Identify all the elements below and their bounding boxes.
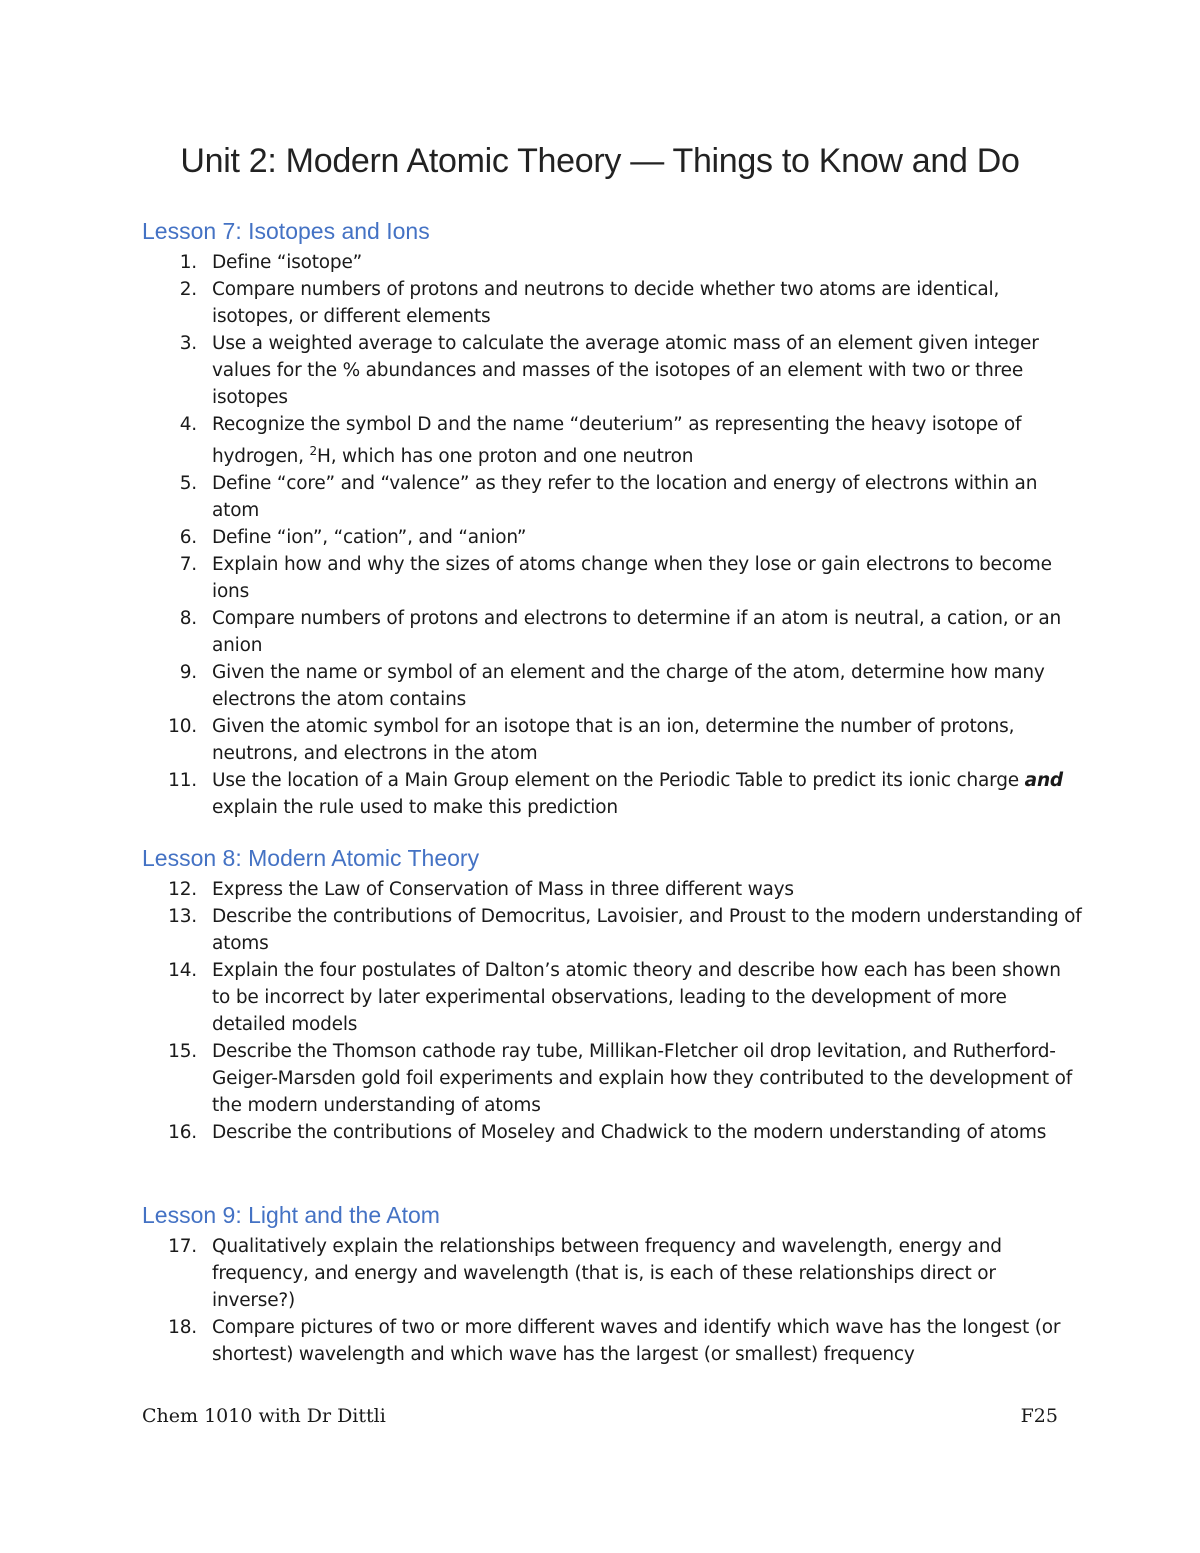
item-number: 10.	[168, 716, 197, 738]
item-text: Define “isotope”	[212, 252, 363, 273]
footer-term: F25	[1020, 1405, 1058, 1427]
lesson-heading: Lesson 9: Light and the Atom	[142, 1202, 440, 1228]
item-text-part: explain the rule used to make this prediction	[212, 797, 618, 819]
list-item	[142, 1038, 1082, 1119]
item-number: 7.	[179, 554, 197, 576]
item-text: Explain the four postulates of Dalton’s atomic theory and describe how each has been shown to be incorrect by later experimental observations, leading to the development of more detailed models	[212, 960, 1061, 1035]
item-number: 17.	[168, 1236, 197, 1257]
list-item	[142, 330, 1082, 411]
item-text: Explain how and why the sizes of atoms change when they lose or gain electrons to become ions	[212, 554, 1052, 603]
item-number: 11.	[168, 770, 197, 792]
item-number: 4.	[179, 414, 197, 435]
list-item	[142, 551, 1082, 605]
footer-course-name: Chem 1010 with Dr Dittli	[142, 1405, 386, 1427]
list-item	[142, 659, 1082, 713]
item-number: 16.	[168, 1122, 197, 1143]
page-title: Unit 2: Modern Atomic Theory — Things to Know and Do	[180, 142, 1020, 180]
item-number: 15.	[168, 1041, 197, 1062]
item-number: 8.	[179, 608, 197, 630]
list-item	[142, 524, 1082, 551]
emphasis-text: and	[1024, 770, 1063, 792]
item-text: Describe the contributions of Democritus, Lavoisier, and Proust to the modern understanding of atoms	[212, 906, 1082, 954]
item-text-part: Use the location of a Main Group element on the Periodic Table to predict its ionic charge	[212, 770, 1025, 792]
item-number: 9.	[179, 662, 197, 684]
item-text: Given the name or symbol of an element and the charge of the atom, determine how many electrons the atom contains	[212, 662, 1045, 711]
objective-list	[142, 876, 1082, 1146]
list-item	[142, 957, 1082, 1038]
item-text: Qualitatively explain the relationships between frequency and wavelength, energy and frequency, and energy and wavelength (that is, is each of these relationships direct or inverse?)	[212, 1236, 1002, 1311]
item-text: Define “ion”, “cation”, and “anion”	[212, 527, 527, 549]
item-text: Describe the contributions of Moseley and Chadwick to the modern understanding of atoms	[212, 1122, 1047, 1143]
item-text: Compare numbers of protons and neutrons to decide whether two atoms are identical, isotopes, or different elements	[212, 279, 1000, 327]
lesson-heading: Lesson 7: Isotopes and Ions	[142, 218, 430, 244]
item-text: Define “core” and “valence” as they refer to the location and energy of electrons within an atom	[212, 473, 1038, 522]
lesson-section-7	[142, 216, 1082, 821]
item-text: Given the atomic symbol for an isotope that is an ion, determine the number of protons, neutrons, and electrons in the atom	[212, 716, 1015, 765]
item-number: 5.	[179, 473, 197, 495]
item-number: 1.	[179, 252, 197, 273]
list-item	[142, 876, 1082, 903]
objective-list	[142, 249, 1082, 821]
list-item	[142, 903, 1082, 957]
item-number: 18.	[168, 1317, 197, 1338]
list-item	[142, 605, 1082, 659]
item-text-part: H, which has one proton and one neutron	[316, 446, 694, 468]
item-text-part: Recognize the symbol D and the name “deuterium” as representing the heavy isotope of hydrogen,	[212, 414, 1022, 468]
item-text: Compare numbers of protons and electrons to determine if an atom is neutral, a cation, or an anion	[212, 608, 1061, 657]
item-text: Describe the Thomson cathode ray tube, Millikan-Fletcher oil drop levitation, and Rutherford-Geiger-Marsden gold foil experiments and explain how they contributed to the development of the modern understanding of atoms	[212, 1041, 1073, 1116]
item-number: 13.	[168, 906, 197, 927]
list-item	[142, 470, 1082, 524]
list-item	[142, 1314, 1082, 1368]
list-item	[142, 276, 1082, 330]
lesson-section-9	[142, 1200, 1082, 1368]
lesson-heading: Lesson 8: Modern Atomic Theory	[142, 845, 480, 871]
isotope-superscript: 2	[309, 444, 317, 458]
item-number: 3.	[179, 333, 197, 354]
item-text: Express the Law of Conservation of Mass in three different ways	[212, 879, 794, 900]
list-item	[142, 1233, 1082, 1314]
item-text: Use a weighted average to calculate the average atomic mass of an element given integer values for the % abundances and masses of the isotopes of an element with two or three isotopes	[212, 333, 1039, 408]
list-item	[142, 411, 1082, 470]
objective-list	[142, 1233, 1082, 1368]
lesson-section-8	[142, 843, 1082, 1146]
item-number: 2.	[179, 279, 197, 300]
item-text: Compare pictures of two or more different waves and identify which wave has the longest (or shortest) wavelength and which wave has the largest (or smallest) frequency	[212, 1317, 1061, 1365]
item-number: 14.	[168, 960, 197, 981]
list-item	[142, 767, 1082, 821]
list-item	[142, 1119, 1082, 1146]
list-item	[142, 249, 1082, 276]
list-item	[142, 713, 1082, 767]
item-number: 12.	[168, 879, 197, 900]
item-number: 6.	[179, 527, 197, 549]
